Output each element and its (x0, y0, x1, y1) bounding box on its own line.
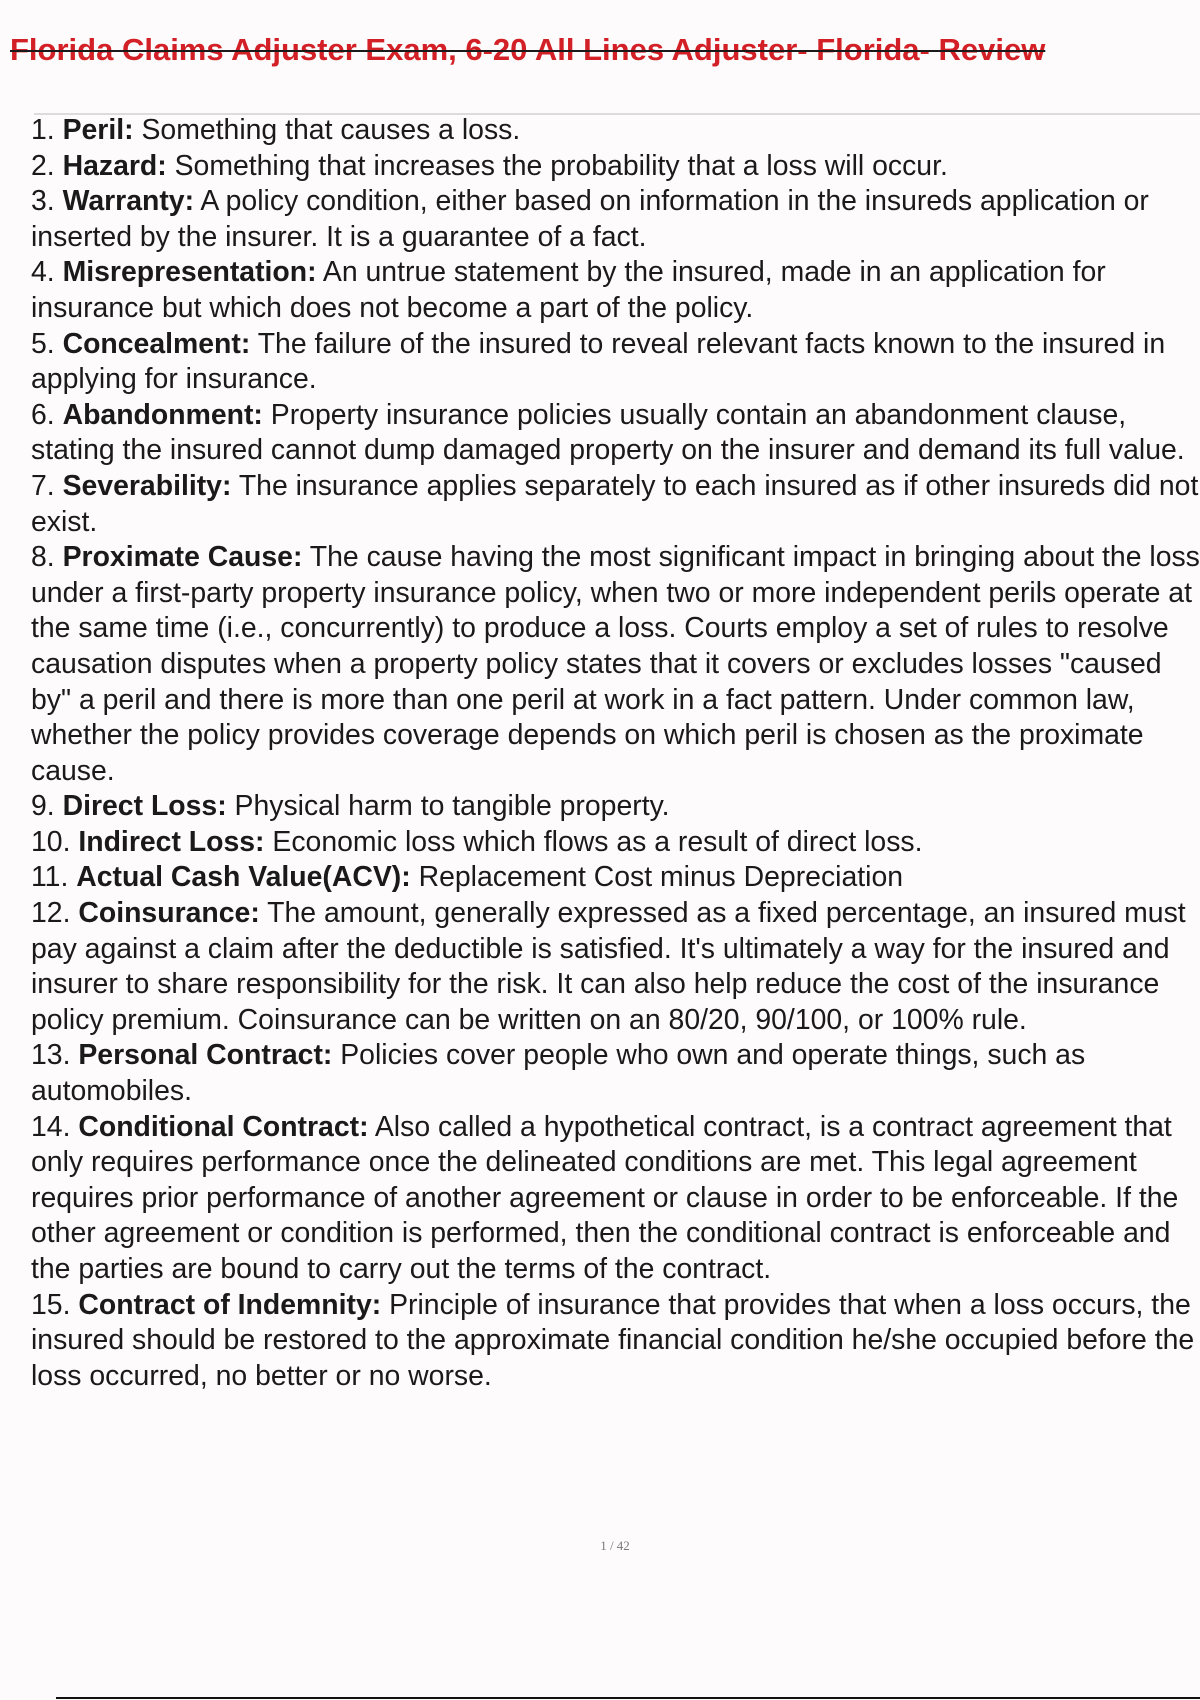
term-definition: An untrue statement by the insured, made in an application for insurance but which does not become a part of the policy. (31, 256, 1106, 324)
term-number: 11. (31, 861, 69, 894)
term-name: Coinsurance: (78, 897, 260, 930)
term-list (31, 113, 1200, 1394)
term-name: Conditional Contract: (78, 1110, 369, 1143)
term-number: 5. (31, 327, 55, 360)
term-definition: Something that increases the probability that a loss will occur. (174, 149, 948, 182)
term-name: Severability: (62, 469, 232, 502)
term-item (31, 398, 1200, 469)
term-item (31, 327, 1200, 398)
term-number: 1. (31, 114, 55, 146)
term-item (31, 1038, 1200, 1109)
term-item (31, 789, 1200, 825)
term-definition: Economic loss which flows as a result of direct loss. (272, 825, 923, 858)
term-item (31, 896, 1200, 1038)
term-name: Hazard: (62, 149, 167, 182)
term-name: Proximate Cause: (62, 541, 303, 574)
page-indicator: 1 / 42 (600, 1538, 630, 1553)
term-definition: Also called a hypothetical contract, is a contract agreement that only requires performance once the delineated conditions are met. This legal agreement requires prior performance of another agreement or clause in order to be enforceable. If the other agreement or condition is performed, then the conditional contract is enforceable and the parties are bound to carry out the terms of the contract. (31, 1110, 1179, 1285)
term-number: 8. (31, 541, 55, 574)
term-item (31, 184, 1200, 255)
term-number: 15. (31, 1288, 71, 1321)
document-title: Florida Claims Adjuster Exam, 6-20 All Lines Adjuster- Florida- Review (10, 32, 1046, 67)
term-number: 12. (31, 897, 71, 930)
term-name: Warranty: (62, 185, 195, 218)
term-name: Indirect Loss: (78, 825, 265, 858)
term-number: 6. (31, 398, 55, 431)
term-item (31, 469, 1200, 540)
term-definition: The insurance applies separately to each insured as if other insureds did not exist. (31, 469, 1199, 538)
term-definition: The amount, generally expressed as a fixed percentage, an insured must pay against a claim after the deductible is satisfied. It's ultimately a way for the insured and insurer to share responsibility for the risk. It can also help reduce the cost of the insurance policy premium. Coinsurance can be written on an 80/20, 90/100, or 100% rule. (31, 897, 1186, 1036)
term-name: Personal Contract: (78, 1039, 333, 1072)
term-item (31, 113, 1200, 149)
term-item (31, 149, 1200, 185)
term-definition: Principle of insurance that provides that when a loss occurs, the insured should be restored to the approximate financial condition he/she occupied before the loss occurred, no better or no worse. (31, 1288, 1195, 1392)
term-definition: Physical harm to tangible property. (234, 790, 670, 823)
term-definition: The cause having the most significant impact in bringing about the loss under a first-party property insurance policy, when two or more independent perils operate at the same time (i.e., concurrently) to produce a loss. Courts employ a set of rules to resolve causation disputes when a property policy states that it covers or excludes losses "caused by" a peril and there is more than one peril at work in a fact pattern. Under common law, whether the policy provides coverage depends on which peril is chosen as the proximate cause. (31, 541, 1200, 787)
term-definition: Something that causes a loss. (141, 114, 521, 146)
term-definition: Replacement Cost minus Depreciation (418, 861, 904, 894)
term-definition: A policy condition, either based on information in the insureds application or inserted by the insurer. It is a guarantee of a fact. (31, 185, 1149, 253)
term-number: 13. (31, 1039, 71, 1072)
term-number: 10. (31, 825, 71, 858)
term-name: Abandonment: (62, 398, 263, 431)
term-number: 2. (31, 149, 55, 182)
term-name: Concealment: (62, 327, 251, 360)
term-name: Direct Loss: (62, 790, 227, 823)
term-definition: Property insurance policies usually contain an abandonment clause, stating the insured cannot dump damaged property on the insurer and demand its full value. (31, 398, 1185, 467)
term-item (31, 540, 1200, 789)
term-number: 7. (31, 469, 55, 502)
term-name: Actual Cash Value(ACV): (76, 861, 411, 894)
term-number: 4. (31, 256, 55, 289)
term-definition: The failure of the insured to reveal relevant facts known to the insured in applying for insurance. (31, 327, 1166, 396)
term-number: 9. (31, 790, 55, 823)
term-item (31, 1110, 1200, 1288)
term-name: Contract of Indemnity: (78, 1288, 382, 1321)
term-number: 3. (31, 185, 55, 218)
term-item (31, 860, 1200, 896)
term-item (31, 255, 1200, 326)
term-definition: Policies cover people who own and operate things, such as automobiles. (31, 1039, 1086, 1108)
term-name: Misrepresentation: (62, 256, 317, 289)
term-name: Peril: (62, 114, 134, 146)
footer-divider (56, 1697, 1200, 1699)
term-item (31, 1288, 1200, 1395)
term-number: 14. (31, 1110, 71, 1143)
term-item (31, 825, 1200, 861)
